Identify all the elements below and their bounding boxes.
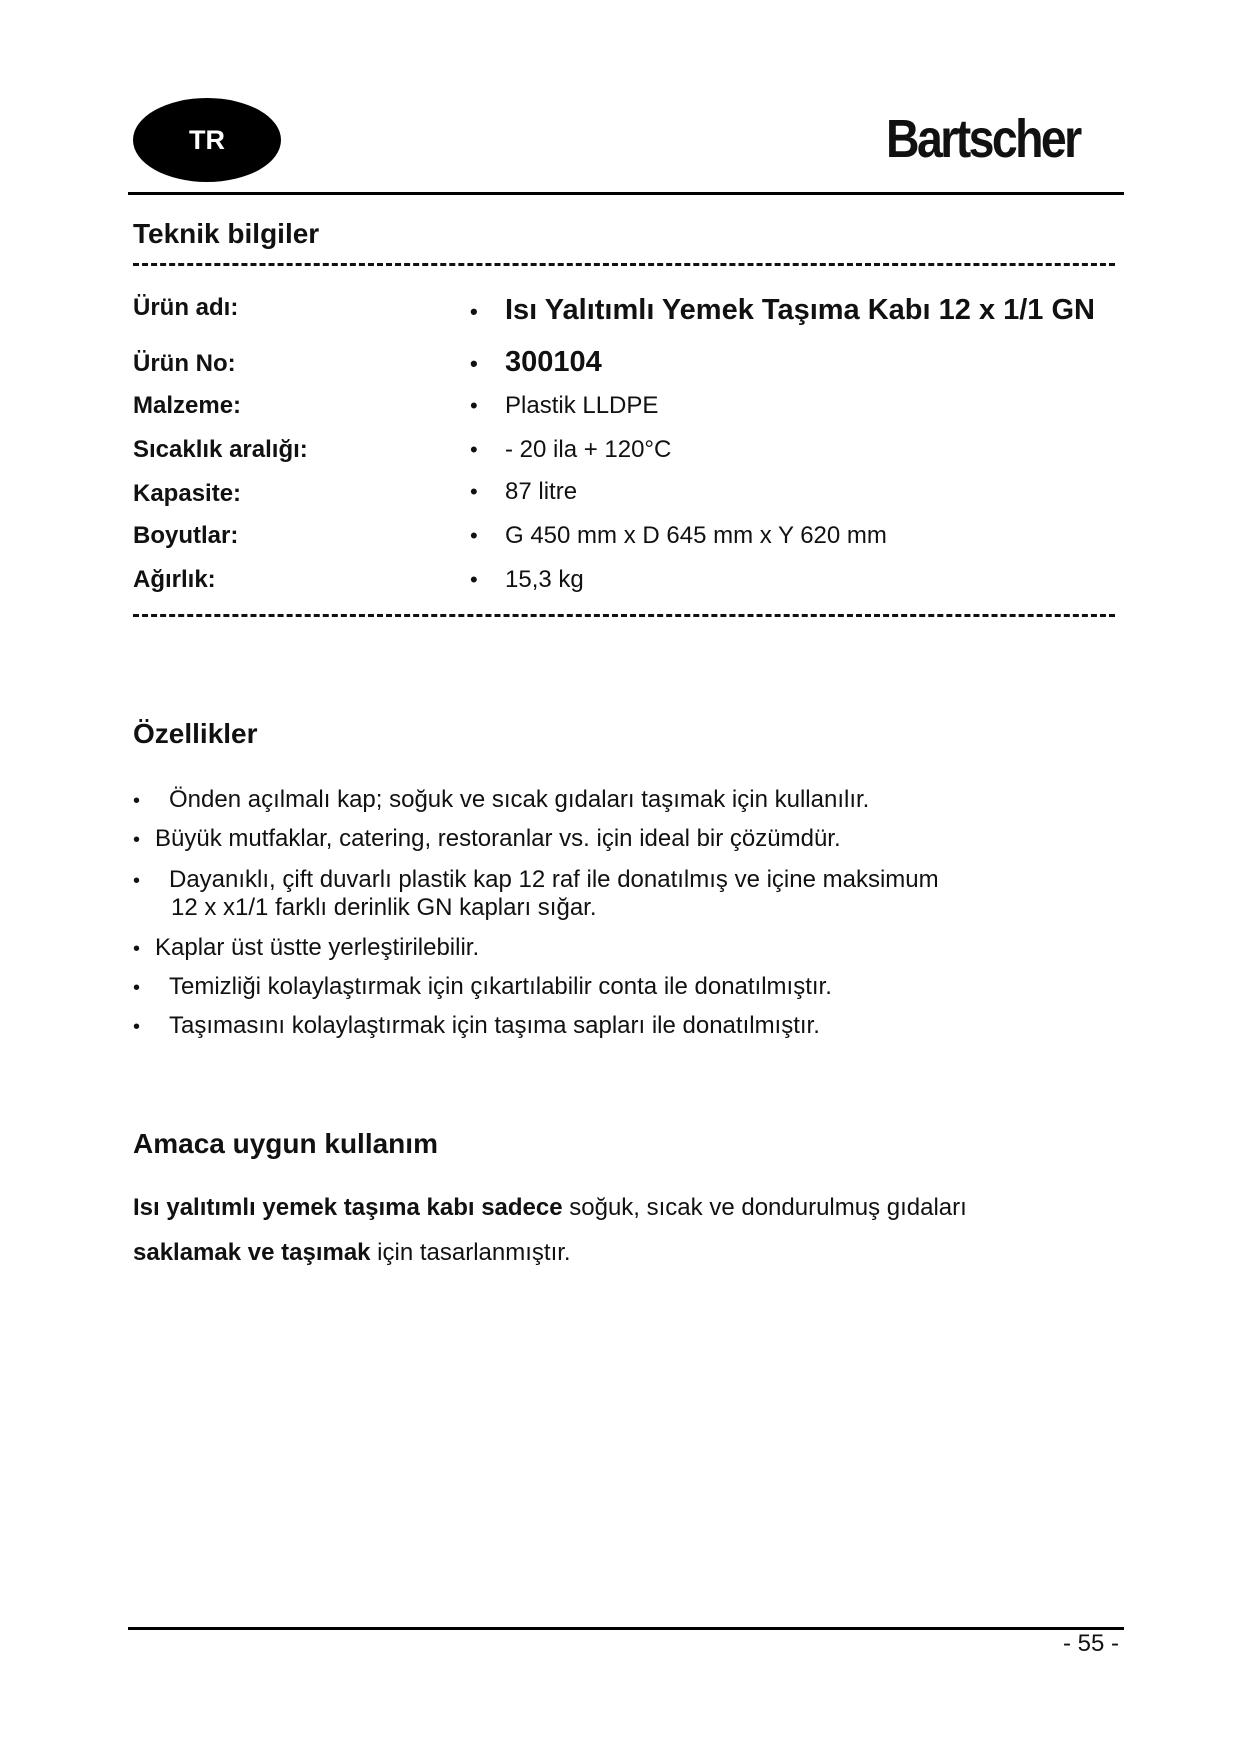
spec-value-capacity (470, 478, 577, 506)
bullet-icon: • (470, 299, 478, 324)
feature-item (133, 973, 832, 1002)
bullet-icon: • (133, 829, 141, 851)
bullet-icon: • (470, 393, 478, 418)
spec-value-dimensions (470, 522, 887, 550)
features-section-title: Özellikler (133, 718, 258, 749)
page-number: - 55 - (1062, 1630, 1119, 1657)
usage-line-2-rest: için tasarlanmıştır. (370, 1239, 571, 1266)
spec-value-material (470, 392, 658, 420)
feature-item-continued: 12 x x1/1 farklı derinlik GN kapları sığar. (171, 894, 597, 921)
spec-value-name-text: Isı Yalıtımlı Yemek Taşıma Kabı 12 x 1/1 GN (505, 294, 1095, 326)
feature-item (133, 825, 841, 854)
feature-item (133, 1012, 820, 1041)
feature-item (133, 934, 479, 963)
spec-value-material-text: Plastik LLDPE (505, 392, 659, 419)
feature-text: Önden açılmalı kap; soğuk ve sıcak gıdaları taşımak için kullanılır. (169, 786, 870, 813)
spec-label-dimensions: Boyutlar: (133, 522, 239, 549)
bullet-icon: • (133, 870, 141, 892)
footer-rule (128, 1627, 1124, 1630)
feature-text: Taşımasını kolaylaştırmak için taşıma sapları ile donatılmıştır. (169, 1012, 820, 1039)
usage-line-1-rest: soğuk, sıcak ve dondurulmuş gıdaları (562, 1194, 967, 1221)
feature-item (133, 866, 939, 895)
bullet-icon: • (470, 567, 478, 592)
feature-text: Dayanıklı, çift duvarlı plastik kap 12 raf ile donatılmış ve içine maksimum (169, 866, 939, 893)
dashed-divider-bottom (133, 614, 1115, 617)
spec-label-capacity: Kapasite: (133, 480, 242, 507)
spec-label-material: Malzeme: (133, 392, 242, 419)
feature-text: Kaplar üst üstte yerleştirilebilir. (155, 934, 480, 961)
spec-value-capacity-text: 87 litre (505, 478, 578, 505)
usage-line-2-bold: saklamak ve taşımak (133, 1239, 371, 1266)
spec-label-no: Ürün No: (133, 350, 236, 377)
feature-text: Temizliği kolaylaştırmak için çıkartılabilir conta ile donatılmıştır. (169, 973, 832, 1000)
usage-line-2 (133, 1239, 571, 1267)
spec-value-name (470, 294, 1095, 327)
bullet-icon: • (133, 1016, 141, 1038)
spec-value-weight (470, 566, 584, 594)
header-rule (128, 192, 1124, 195)
dashed-divider-top (133, 263, 1115, 266)
bullet-icon: • (133, 977, 141, 999)
spec-value-temp (470, 436, 671, 464)
bullet-icon: • (470, 437, 478, 462)
bartscher-logo (886, 108, 1118, 182)
bullet-icon: • (133, 938, 141, 960)
brand-name: Bartscher (886, 109, 1080, 169)
usage-section-title: Amaca uygun kullanım (133, 1128, 438, 1159)
spec-label-temp: Sıcaklık aralığı: (133, 436, 308, 463)
tech-section-title: Teknik bilgiler (133, 218, 320, 249)
bullet-icon: • (470, 523, 478, 548)
bullet-icon: • (470, 351, 478, 376)
spec-label-name: Ürün adı: (133, 294, 239, 321)
spec-value-weight-text: 15,3 kg (505, 566, 584, 593)
usage-line-1 (133, 1194, 967, 1222)
spec-value-no-text: 300104 (505, 346, 602, 378)
spec-label-weight: Ağırlık: (133, 566, 216, 593)
feature-text: Büyük mutfaklar, catering, restoranlar vs. için ideal bir çözümdür. (155, 825, 841, 852)
usage-line-1-bold: Isı yalıtımlı yemek taşıma kabı sadece (133, 1194, 563, 1221)
bullet-icon: • (470, 479, 478, 504)
spec-value-no (470, 346, 602, 379)
bullet-icon: • (133, 790, 141, 812)
spec-value-dimensions-text: G 450 mm x D 645 mm x Y 620 mm (505, 522, 887, 549)
spec-value-temp-text: - 20 ila + 120°C (505, 436, 672, 463)
language-badge: TR (133, 98, 281, 182)
feature-item (133, 786, 869, 815)
